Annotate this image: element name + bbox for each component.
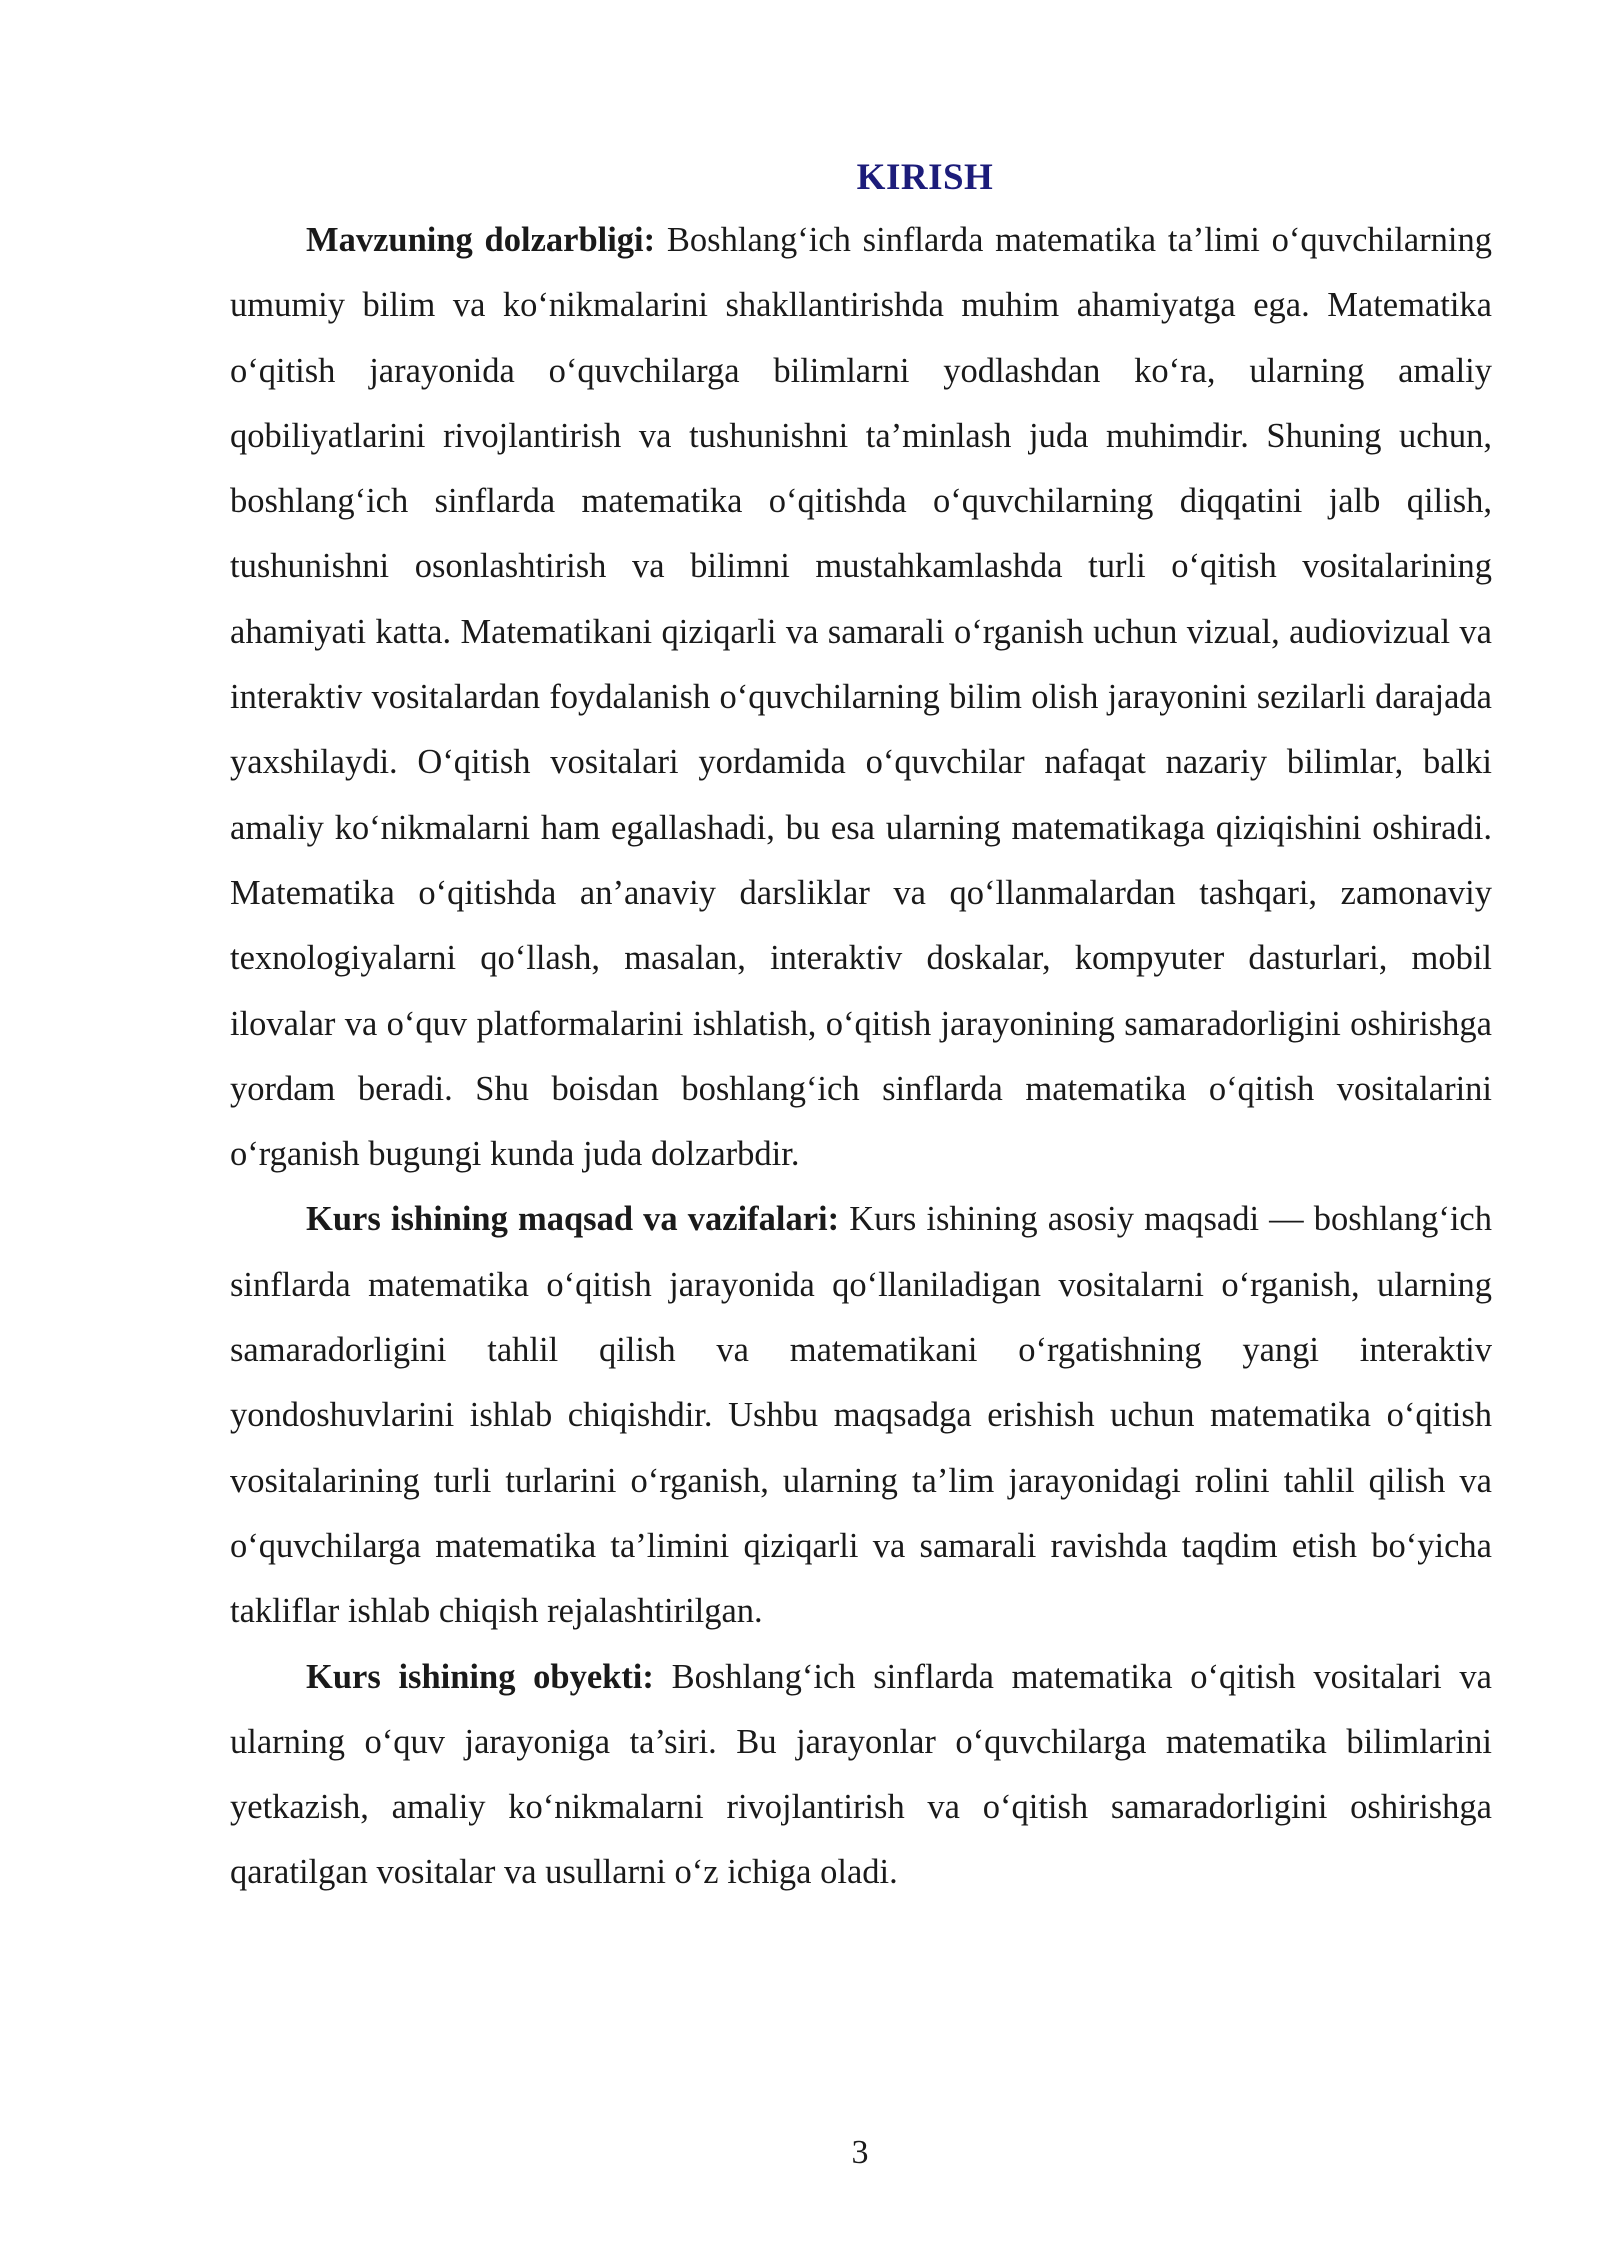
document-page [230,148,1492,1906]
paragraph-object [230,1645,1492,1906]
paragraph-relevance [230,208,1492,1187]
paragraph-goals [230,1187,1492,1644]
section-heading: KIRISH [856,157,994,198]
paragraph-lead: Kurs ishining obyekti: [306,1657,654,1696]
page-number: 3 [851,2134,869,2171]
paragraph-lead: Mavzuning dolzarbligi: [306,221,656,259]
paragraph-body: Kurs ishining asosiy maqsadi — boshlang‘ich sinflarda matematika o‘qitish jarayonida qo‘llaniladigan vositalarni o‘rganish, ularning samaradorligini tahlil qilish va matematikani o‘rgatishning yangi interaktiv yondoshuvlarini ishlab chiqishdir. Ushbu maqsadga erishish uchun matematika o‘qitish vositalarining turli turlarini o‘rganish, ularning ta’lim jarayonidagi rolini tahlil qilish va o‘quvchilarga matematika ta’limini qiziqarli va samarali ravishda taqdim etish bo‘yicha takliflar ishlab chiqish rejalashtirilgan. [230,1200,1492,1631]
paragraph-lead: Kurs ishining maqsad va vazifalari: [306,1200,840,1239]
paragraph-body: Boshlang‘ich sinflarda matematika o‘qitish vositalari va ularning o‘quv jarayoniga ta’siri. Bu jarayonlar o‘quvchilarga matematika bilimlarini yetkazish, amaliy ko‘nikmalarni rivojlantirish va o‘qitish samaradorligini oshirishga qaratilgan vositalar va usullarni o‘z ichiga oladi. [230,1657,1492,1892]
paragraph-body: Boshlang‘ich sinflarda matematika ta’limi o‘quvchilarning umumiy bilim va ko‘nikmalarini shakllantirishda muhim ahamiyatga ega. Matematika o‘qitish jarayonida o‘quvchilarga bilimlarni yodlashdan ko‘ra, ularning amaliy qobiliyatlarini rivojlantirish va tushunishni ta’minlash juda muhimdir. Shuning uchun, boshlang‘ich sinflarda matematika o‘qitishda o‘quvchilarning diqqatini jalb qilish, tushunishni osonlashtirish va bilimni mustahkamlashda turli o‘qitish vositalarining ahamiyati katta. Matematikani qiziqarli va samarali o‘rganish uchun vizual, audiovizual va interaktiv vositalardan foydalanish o‘quvchilarning bilim olish jarayonini sezilarli darajada yaxshilaydi. O‘qitish vositalari yordamida o‘quvchilar nafaqat nazariy bilimlar, balki amaliy ko‘nikmalarni ham egallashadi, bu esa ularning matematikaga qiziqishini oshiradi. Matematika o‘qitishda an’anaviy darsliklar va qo‘llanmalardan tashqari, zamonaviy texnologiyalarni qo‘llash, masalan, interaktiv doskalar, kompyuter dasturlari, mobil ilovalar va o‘quv platformalarini ishlatish, o‘qitish jarayonining samaradorligini oshirishga yordam beradi. Shu boisdan boshlang‘ich sinflarda matematika o‘qitish vositalarini o‘rganish bugungi kunda juda dolzarbdir. [230,221,1492,1174]
